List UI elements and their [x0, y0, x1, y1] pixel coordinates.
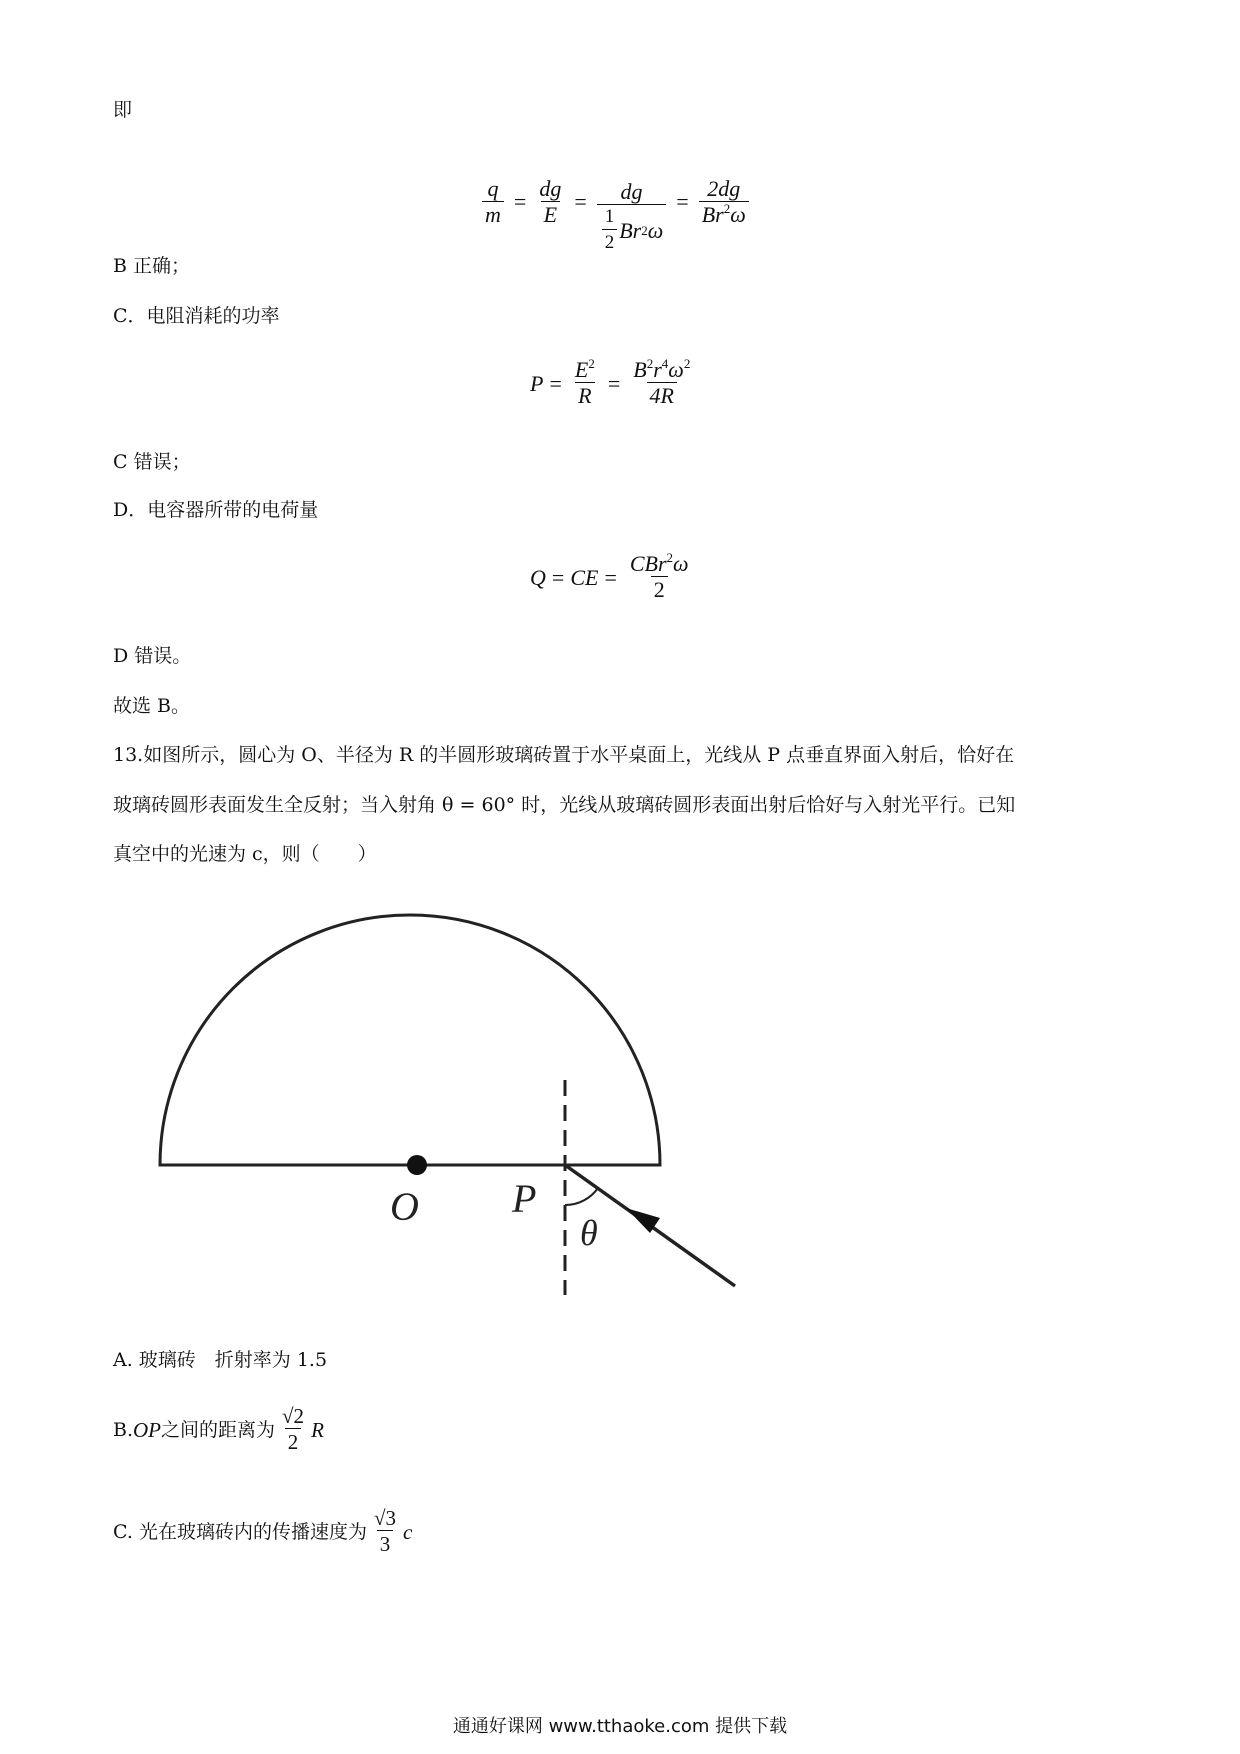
line-ji: 即 [113, 99, 133, 121]
line-b-correct: B 正确； [113, 255, 191, 277]
question-line-1: 13.如图所示，圆心为 O、半径为 R 的半圆形玻璃砖置于水平桌面上，光线从 P 点垂直界面入射后，恰好在 [113, 744, 1015, 766]
option-c: C. 光在玻璃砖内的传播速度为 $\frac{√3}{3}$ c [113, 1506, 413, 1556]
line-d-charge: D．电容器所带的电荷量 [113, 499, 319, 521]
line-d-wrong: D 错误。 [113, 645, 192, 667]
question-line-3: 真空中的光速为 c，则（ ） [113, 843, 377, 865]
line-c-wrong: C 错误； [113, 451, 191, 473]
formula-charge: Q = CE = $\frac{CBr^2\omega}{2}$ [530, 550, 689, 602]
center-point-o [407, 1155, 427, 1175]
question-line-2: 玻璃砖圆形表面发生全反射；当入射角 θ = 60° 时，光线从玻璃砖圆形表面出射后恰好与入射光平行。已知 [113, 794, 1016, 816]
semicircle-outline [160, 915, 660, 1165]
label-o: O [390, 1184, 419, 1229]
formula-power: P = $\frac{E^2}{R}$ = $\frac{B^2r^4\omega^2}{4R}$ [530, 356, 691, 408]
formula-q-over-m: $\frac{q}{m}$ = $\frac{dg}{E}$ = dg $\frac{1}{2}$ Br 2 ω = $\frac{2dg}{Br^2\omega}$ [478, 148, 753, 256]
option-a: A. 玻璃砖 折射率为 1.5 [113, 1349, 328, 1371]
semicircle-glass-figure [140, 900, 760, 1300]
label-theta: θ [580, 1213, 598, 1253]
line-choose-b: 故选 B。 [113, 695, 191, 717]
theta-arc [565, 1188, 598, 1205]
option-b: B. OP 之间的距离为 $\frac{√2}{2}$ R [113, 1404, 324, 1454]
footer-watermark: 通通好课网 www.tthaoke.com 提供下载 [452, 1716, 788, 1737]
label-p: P [512, 1176, 537, 1221]
line-c-power: C．电阻消耗的功率 [113, 305, 280, 327]
